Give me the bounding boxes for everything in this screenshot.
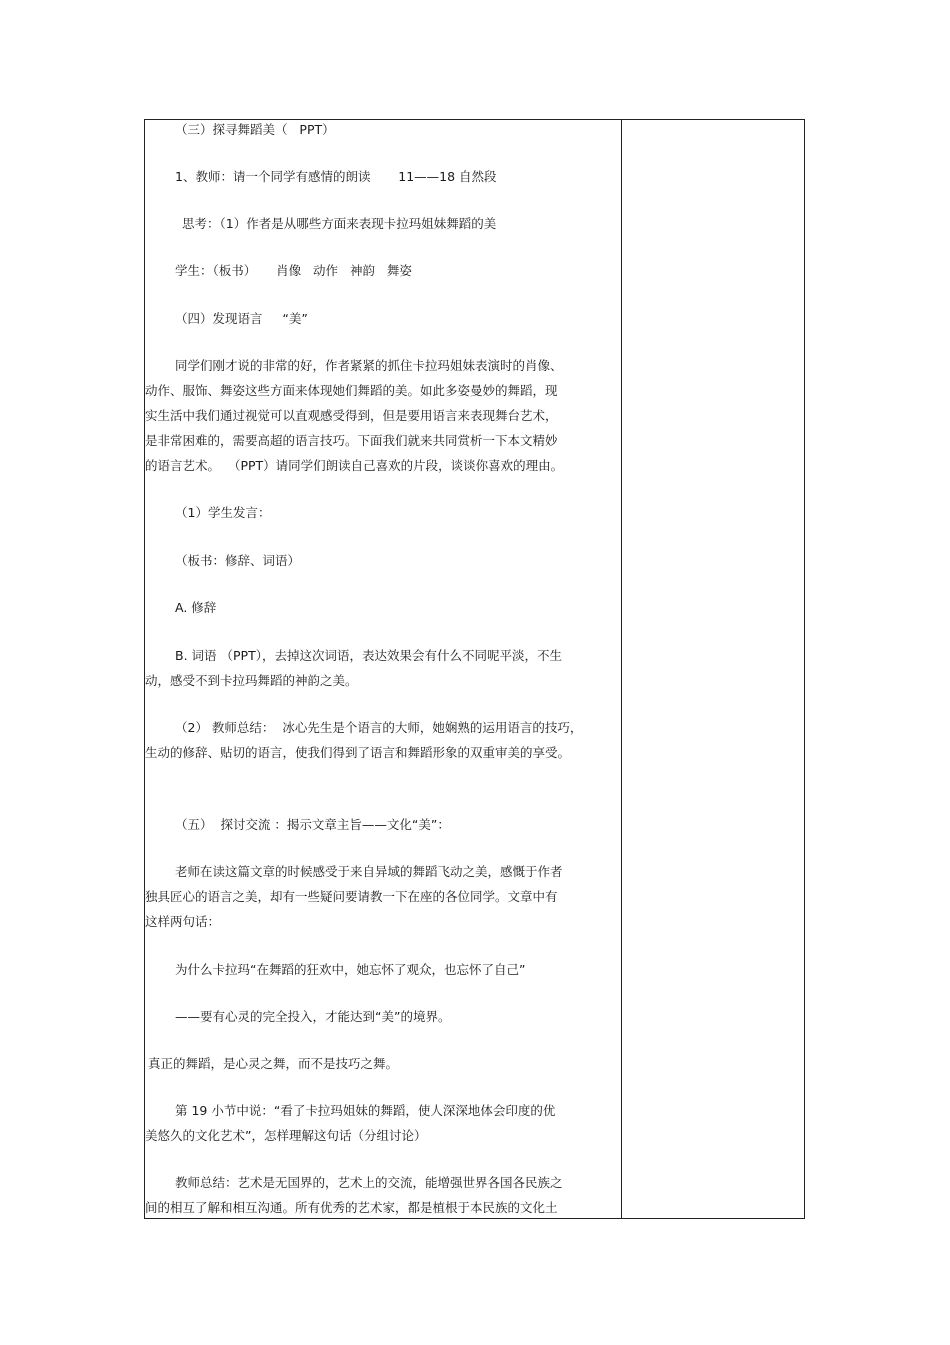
paragraph-line: （板书：修辞、词语）: [175, 553, 301, 568]
paragraph-line: B. 词语 （PPT），去掉这次词语，表达效果会有什么不同呢平淡，不生: [175, 648, 562, 663]
section-heading: （四）发现语言 “美”: [175, 311, 308, 326]
table-column-divider: [621, 119, 622, 1219]
paragraph-line: 独具匠心的语言之美，却有一些疑问要请教一下在座的各位同学。文章中有: [145, 889, 558, 904]
paragraph-line: 同学们刚才说的非常的好，作者紧紧的抓住卡拉玛姐妹表演时的肖像、: [175, 358, 563, 373]
paragraph-line: 1、教师：请一个同学有感情的朗读 11——18 自然段: [175, 169, 497, 184]
paragraph-line: 思考：（1）作者是从哪些方面来表现卡拉玛姐妹舞蹈的美: [182, 216, 497, 231]
paragraph-line: 学生：（板书） 肖像 动作 神韵 舞姿: [175, 263, 412, 278]
paragraph-line: 实生活中我们通过视觉可以直观感受得到，但是要用语言来表现舞台艺术，: [145, 408, 558, 423]
paragraph-line: 老师在读这篇文章的时候感受于来自异域的舞蹈飞动之美，感慨于作者: [175, 864, 563, 879]
paragraph-line: 间的相互了解和相互沟通。所有优秀的艺术家，都是植根于本民族的文化土: [145, 1200, 558, 1215]
paragraph-line: A. 修辞: [175, 600, 217, 615]
paragraph-line: ——要有心灵的完全投入，才能达到“美”的境界。: [175, 1009, 451, 1024]
paragraph-line: 美悠久的文化艺术”，怎样理解这句话（分组讨论）: [145, 1128, 427, 1143]
section-heading: （三）探寻舞蹈美（ PPT）: [175, 122, 335, 137]
section-heading: （五） 探讨交流 ：揭示文章主旨——文化“美”：: [175, 817, 450, 832]
paragraph-line: 动作、服饰、舞姿这些方面来体现她们舞蹈的美。如此多姿曼妙的舞蹈，现: [145, 383, 558, 398]
paragraph-line: 第 19 小节中说：“看了卡拉玛姐妹的舞蹈，使人深深地体会印度的优: [175, 1103, 556, 1118]
lesson-table: [144, 119, 805, 1219]
paragraph-line: （2） 教师总结： 冰心先生是个语言的大师，她娴熟的运用语言的技巧，: [175, 720, 583, 735]
paragraph-line: 教师总结：艺术是无国界的，艺术上的交流，能增强世界各国各民族之: [175, 1175, 563, 1190]
paragraph-line: 这样两句话：: [145, 914, 221, 929]
paragraph-line: （1）学生发言：: [175, 505, 271, 520]
paragraph-line: 是非常困难的，需要高超的语言技巧。下面我们就来共同赏析一下本文精妙: [145, 433, 558, 448]
paragraph-line: 动，感受不到卡拉玛舞蹈的神韵之美。: [145, 673, 358, 688]
paragraph-line: 生动的修辞、贴切的语言，使我们得到了语言和舞蹈形象的双重审美的享受。: [145, 745, 571, 760]
paragraph-line: 的语言艺术。 （PPT）请同学们朗读自己喜欢的片段，谈谈你喜欢的理由。: [145, 458, 564, 473]
paragraph-line: 为什么卡拉玛“在舞蹈的狂欢中，她忘怀了观众，也忘怀了自己”: [175, 962, 526, 977]
paragraph-line: 真正的舞蹈，是心灵之舞，而不是技巧之舞。: [148, 1056, 399, 1071]
